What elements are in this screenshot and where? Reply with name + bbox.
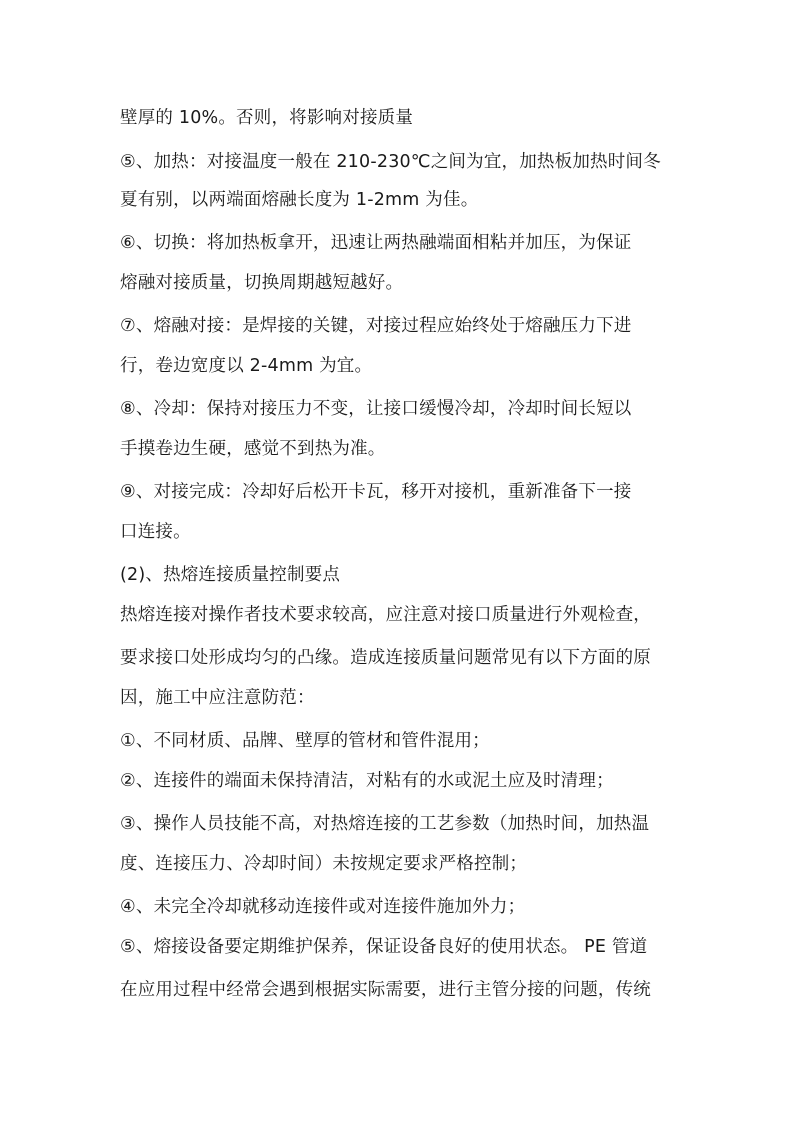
text-line: ⑨、对接完成：冷却好后松开卡瓦，移开对接机，重新准备下一接 [120,482,632,502]
text-line: 因，施工中应注意防范： [120,688,315,708]
text-line: ⑦、熔融对接：是焊接的关键，对接过程应始终处于熔融压力下进 [120,316,632,336]
text-line: ⑤、熔接设备要定期维护保养，保证设备良好的使用状态。 PE 管道 [120,937,648,957]
text-line: ⑥、切换：将加热板拿开，迅速让两热融端面相粘并加压，为保证 [120,233,632,253]
text-line: 在应用过程中经常会遇到根据实际需要，进行主管分接的问题，传统 [120,980,651,1000]
text-line: 度、连接压力、冷却时间）未按规定要求严格控制； [120,854,528,874]
text-line: 夏有别，以两端面熔融长度为 1-2mm 为佳。 [120,190,479,210]
text-line: ③、操作人员技能不高，对热熔连接的工艺参数（加热时间，加热温 [120,814,650,834]
text-line: ④、未完全冷却就移动连接件或对连接件施加外力； [120,897,526,917]
text-line: 手摸卷边生硬，感觉不到热为准。 [120,439,386,459]
text-line: (2)、热熔连接质量控制要点 [120,565,341,585]
text-line: 行，卷边宽度以 2-4mm 为宜。 [120,356,373,376]
text-line: 热熔连接对操作者技术要求较高，应注意对接口质量进行外观检查， [120,605,651,625]
text-line: ①、不同材质、品牌、壁厚的管材和管件混用； [120,731,490,751]
text-line: 要求接口处形成均匀的凸缘。造成连接质量问题常见有以下方面的原 [120,648,651,668]
text-line: ⑤、加热：对接温度一般在 210-230℃之间为宜，加热板加热时间冬 [120,152,661,172]
text-line: ⑧、冷却：保持对接压力不变，让接口缓慢冷却，冷却时间长短以 [120,399,632,419]
text-line: 口连接。 [120,522,191,542]
text-line: 壁厚的 10%。否则，将影响对接质量 [120,108,414,128]
text-line: ②、连接件的端面未保持清洁，对粘有的水或泥土应及时清理； [120,771,614,791]
text-line: 熔融对接质量，切换周期越短越好。 [120,273,404,293]
